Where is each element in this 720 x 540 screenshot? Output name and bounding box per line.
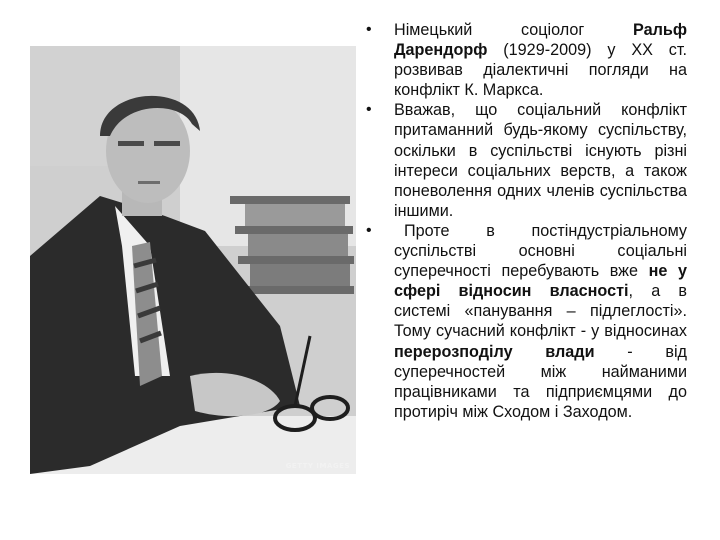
bullet-item-1: • Німецький соціолог Ральф Дарендорф (1929-2009) у ХХ ст. розвивав діалектичні погляди на конфлікт К. Маркса. [366, 20, 687, 100]
bullet-item-3: • Проте в постіндустріальному суспільстві основні соціальні суперечності перебувають вже не у сфері відносин власності, а в системі «панування – підлеглості». Тому сучасний конфлікт - у відносинах перерозподілу влади - від суперечностей між найманими працівниками та підприємцями до протиріч між Сходом і Заходом. [366, 221, 687, 422]
portrait-photo [30, 46, 356, 474]
bullet-list [366, 20, 687, 422]
photo-watermark: GETTY IMAGES [285, 462, 350, 470]
bullet-item-2: • Вважав, що соціальний конфлікт притаманний будь-якому суспільству, оскільки в суспільстві існують різні інтереси соціальних верств, а також поневолення одних членів суспільства іншими. [366, 100, 687, 221]
portrait-illustration [30, 46, 356, 474]
